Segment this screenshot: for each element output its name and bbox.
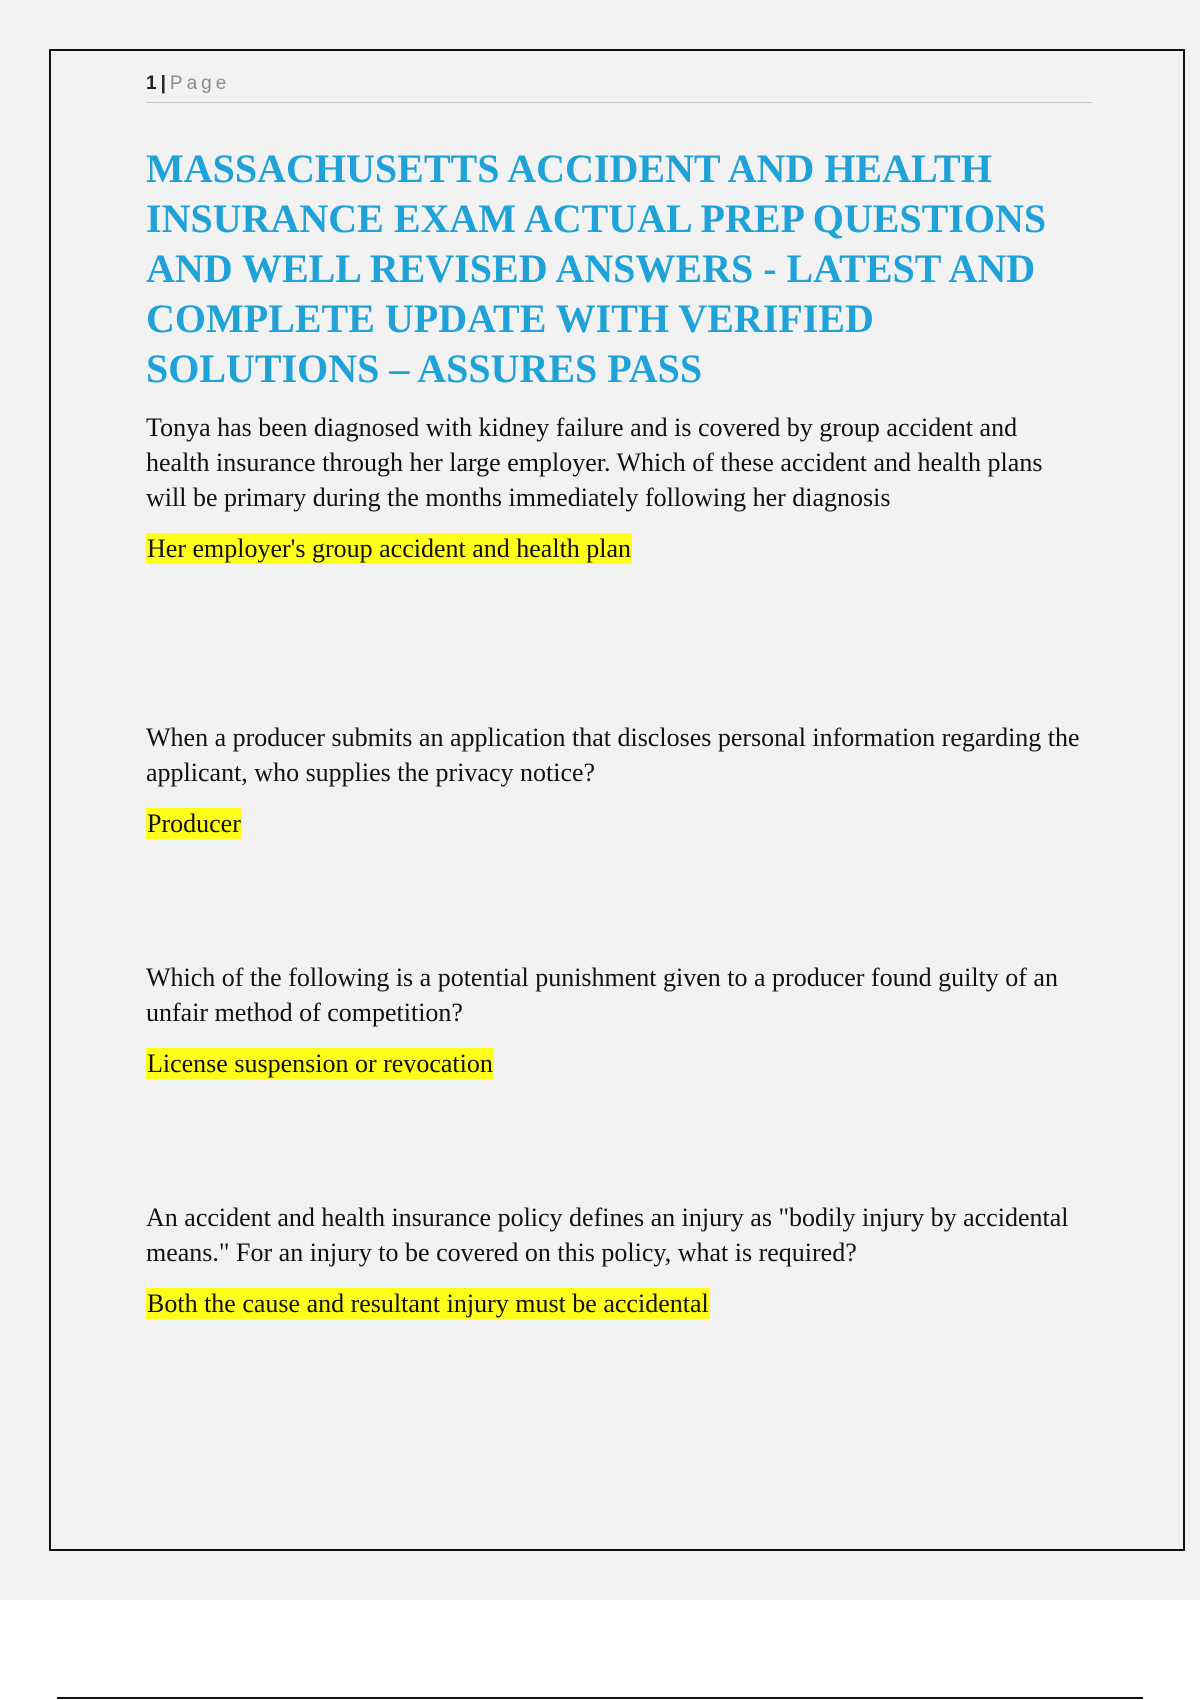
answer-text bbox=[146, 1286, 1081, 1321]
qa-item-1 bbox=[146, 410, 1081, 566]
question-text: Tonya has been diagnosed with kidney failure and is covered by group accident and health insurance through her large employer. Which of these accident and health plans will be primary during the months immediately following her diagnosis bbox=[146, 413, 1043, 512]
next-page-rule bbox=[57, 1697, 1143, 1699]
answer-highlight: License suspension or revocation bbox=[147, 1049, 493, 1078]
answer-text bbox=[146, 531, 1081, 566]
page-number: 1 bbox=[146, 73, 157, 94]
qa-item-3 bbox=[146, 960, 1081, 1081]
question-text: When a producer submits an application that discloses personal information regarding the applicant, who supplies the privacy notice? bbox=[146, 723, 1080, 787]
page-label: Page bbox=[169, 73, 231, 94]
page-separator: | bbox=[160, 73, 166, 94]
page-header bbox=[146, 70, 1092, 103]
answer-highlight: Both the cause and resultant injury must be accidental bbox=[147, 1289, 709, 1318]
answer-highlight: Her employer's group accident and health plan bbox=[147, 534, 632, 563]
qa-item-2 bbox=[146, 720, 1081, 841]
answer-text bbox=[146, 1046, 1081, 1081]
question-text: Which of the following is a potential punishment given to a producer found guilty of an unfair method of competition? bbox=[146, 963, 1058, 1027]
document-title: MASSACHUSETTS ACCIDENT AND HEALTH INSURANCE EXAM ACTUAL PREP QUESTIONS AND WELL REVISED ANSWERS - LATEST AND COMPLETE UPDATE WITH VERIFIED SOLUTIONS – ASSURES PASS bbox=[146, 146, 1047, 391]
qa-item-4 bbox=[146, 1200, 1081, 1321]
answer-text bbox=[146, 806, 1081, 841]
question-text: An accident and health insurance policy defines an injury as "bodily injury by accidental means." For an injury to be covered on this policy, what is required? bbox=[146, 1203, 1069, 1267]
answer-highlight: Producer bbox=[147, 809, 241, 838]
